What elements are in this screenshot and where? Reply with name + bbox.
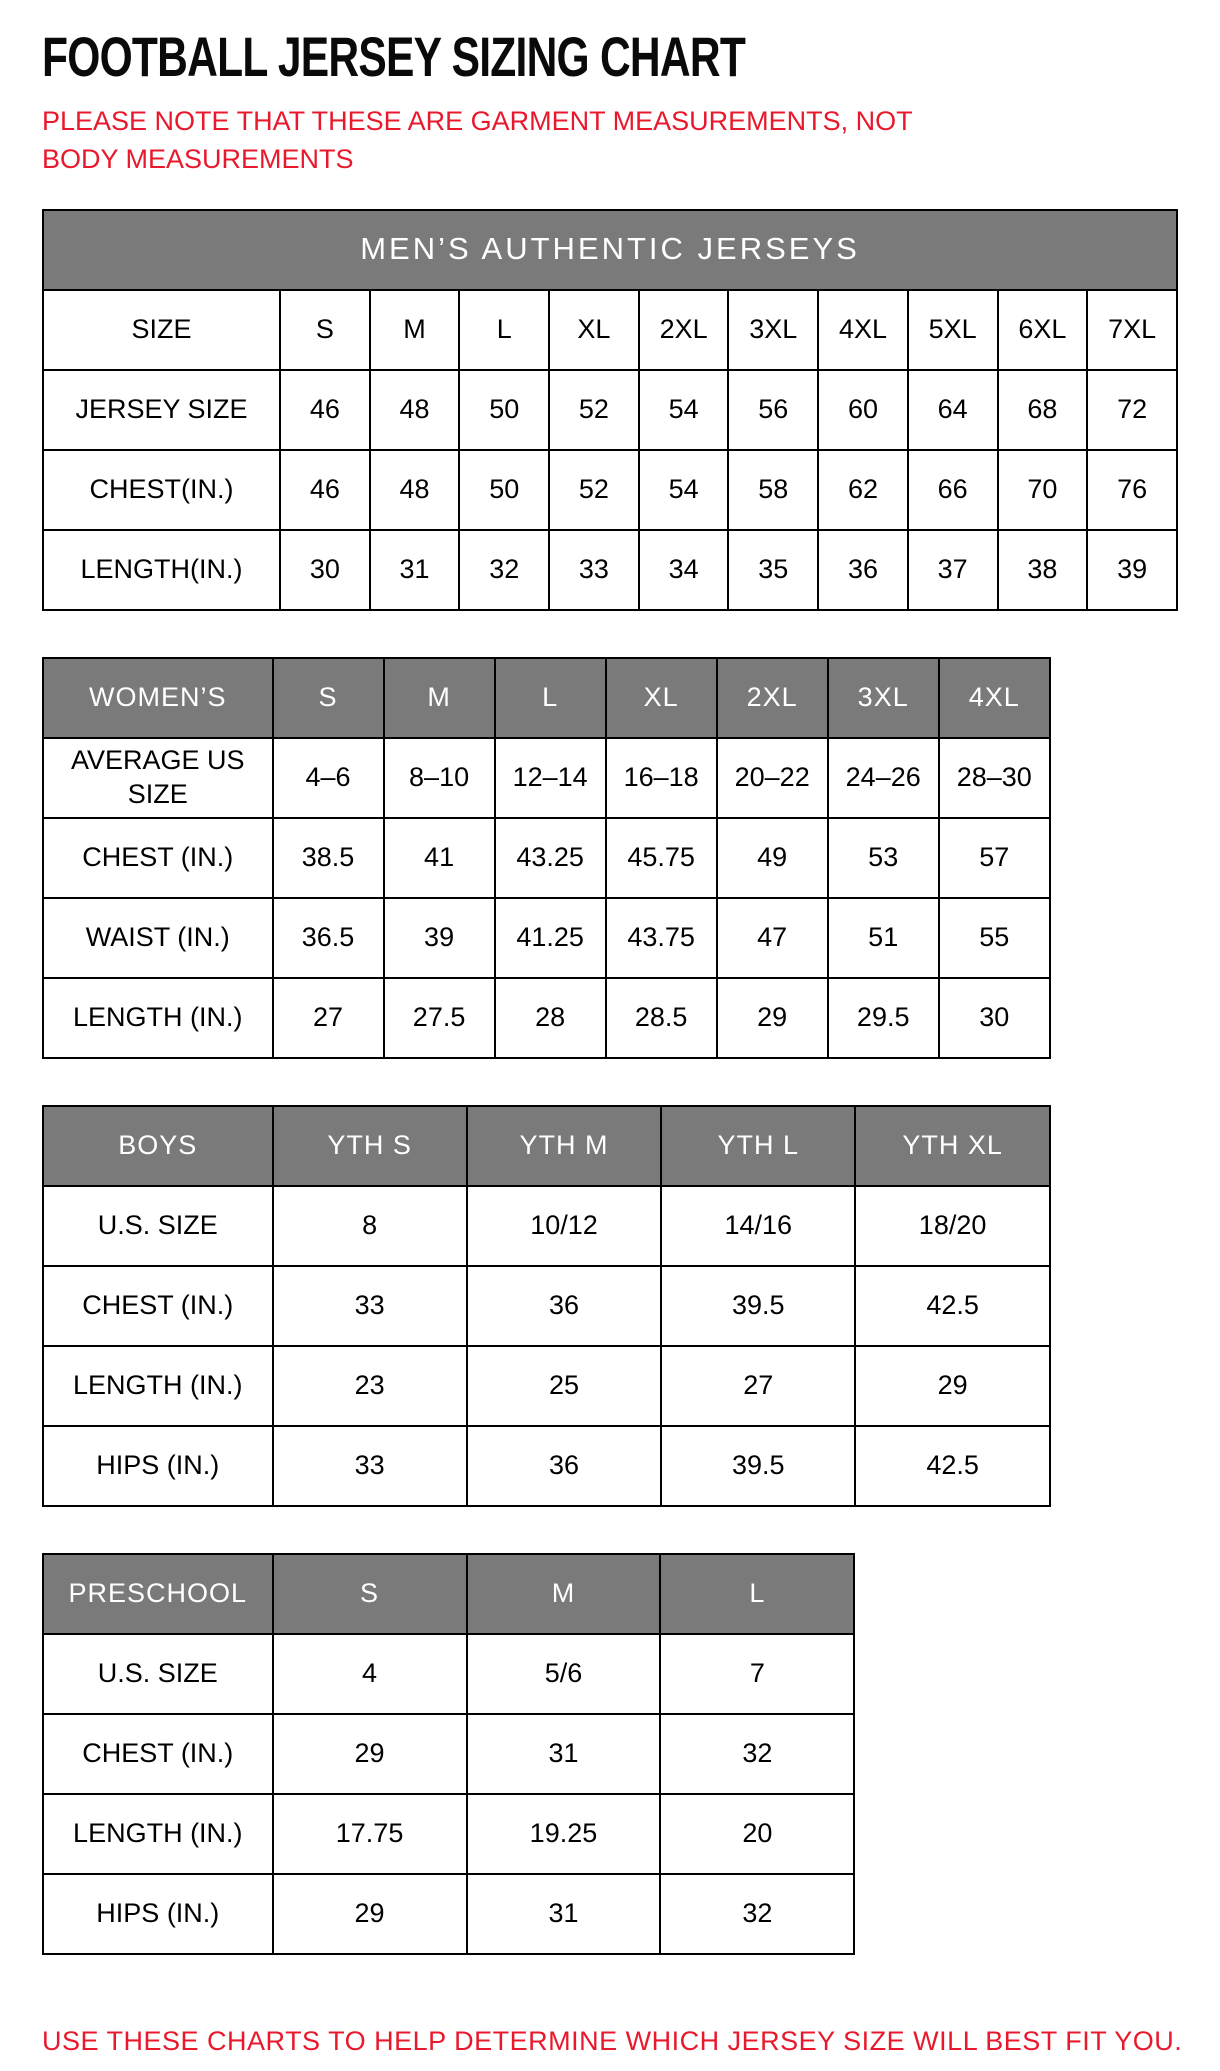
table-cell: 58 <box>728 450 818 530</box>
table-row <box>43 290 1177 370</box>
table-cell: 42.5 <box>855 1426 1049 1506</box>
table-cell: 47 <box>717 898 828 978</box>
table-row <box>43 978 1050 1058</box>
table-cell: 2XL <box>639 290 729 370</box>
table-cell: 52 <box>549 370 639 450</box>
table-cell: 56 <box>728 370 818 450</box>
row-label: SIZE <box>43 290 280 370</box>
table-row <box>43 1266 1050 1346</box>
table-row <box>43 1426 1050 1506</box>
table-cell: 43.75 <box>606 898 717 978</box>
row-label: LENGTH (IN.) <box>43 1794 273 1874</box>
row-label: LENGTH (IN.) <box>43 1346 273 1426</box>
table-cell: 4–6 <box>273 738 384 818</box>
table-cell: 55 <box>939 898 1050 978</box>
table-cell: 53 <box>828 818 939 898</box>
row-label: LENGTH(IN.) <box>43 530 280 610</box>
table-cell: 39.5 <box>661 1266 855 1346</box>
table-cell: 24–26 <box>828 738 939 818</box>
table-row <box>43 1346 1050 1426</box>
table-cell: 38.5 <box>273 818 384 898</box>
table-cell: 5/6 <box>467 1634 661 1714</box>
table-cell: 48 <box>370 450 460 530</box>
table-cell: 29.5 <box>828 978 939 1058</box>
table-row <box>43 1714 854 1794</box>
column-header: 3XL <box>828 658 939 738</box>
table-cell: 18/20 <box>855 1186 1049 1266</box>
table-cell: 45.75 <box>606 818 717 898</box>
table-cell: 29 <box>273 1714 467 1794</box>
table-cell: 62 <box>818 450 908 530</box>
measurement-note: PLEASE NOTE THAT THESE ARE GARMENT MEASUREMENTS, NOT BODY MEASUREMENTS <box>42 106 913 174</box>
table-cell: 28 <box>495 978 606 1058</box>
boys-sizing-table <box>42 1105 1051 1507</box>
table-header-row <box>43 1106 1050 1186</box>
row-label: AVERAGE US SIZE <box>43 738 273 818</box>
table-cell: 29 <box>717 978 828 1058</box>
table-cell: 8–10 <box>384 738 495 818</box>
table-cell: 27 <box>661 1346 855 1426</box>
table-cell: 17.75 <box>273 1794 467 1874</box>
table-cell: 29 <box>273 1874 467 1954</box>
boys-header-label: BOYS <box>43 1106 273 1186</box>
table-cell: 39 <box>1087 530 1177 610</box>
row-label: WAIST (IN.) <box>43 898 273 978</box>
column-header: 4XL <box>939 658 1050 738</box>
table-cell: 14/16 <box>661 1186 855 1266</box>
table-cell: 54 <box>639 370 729 450</box>
womens-sizing-table <box>42 657 1051 1059</box>
table-cell: 31 <box>467 1874 661 1954</box>
column-header: YTH XL <box>855 1106 1049 1186</box>
table-cell: 32 <box>660 1874 854 1954</box>
column-header: L <box>660 1554 854 1634</box>
page-title: FOOTBALL JERSEY SIZING CHART <box>42 25 746 88</box>
table-cell: 48 <box>370 370 460 450</box>
table-cell: 30 <box>939 978 1050 1058</box>
table-row <box>43 450 1177 530</box>
row-label: HIPS (IN.) <box>43 1874 273 1954</box>
column-header: XL <box>606 658 717 738</box>
row-label: CHEST (IN.) <box>43 818 273 898</box>
row-label: CHEST (IN.) <box>43 1714 273 1794</box>
table-row <box>43 530 1177 610</box>
row-label: LENGTH (IN.) <box>43 978 273 1058</box>
table-cell: 54 <box>639 450 729 530</box>
table-cell: 32 <box>660 1714 854 1794</box>
table-cell: 20–22 <box>717 738 828 818</box>
womens-header-label: WOMEN’S <box>43 658 273 738</box>
table-banner-row <box>43 210 1177 290</box>
column-header: M <box>467 1554 661 1634</box>
table-cell: 27 <box>273 978 384 1058</box>
table-cell: 7 <box>660 1634 854 1714</box>
table-cell: 31 <box>370 530 460 610</box>
table-cell: 23 <box>273 1346 467 1426</box>
table-header-row <box>43 1554 854 1634</box>
table-cell: 57 <box>939 818 1050 898</box>
table-cell: 36 <box>467 1266 661 1346</box>
row-label: HIPS (IN.) <box>43 1426 273 1506</box>
table-cell: 50 <box>459 370 549 450</box>
row-label: U.S. SIZE <box>43 1186 273 1266</box>
table-cell: 37 <box>908 530 998 610</box>
column-header: S <box>273 658 384 738</box>
table-cell: 41 <box>384 818 495 898</box>
table-cell: 70 <box>998 450 1088 530</box>
table-cell: 16–18 <box>606 738 717 818</box>
table-cell: 32 <box>459 530 549 610</box>
table-cell: 27.5 <box>384 978 495 1058</box>
table-row <box>43 898 1050 978</box>
table-cell: 28–30 <box>939 738 1050 818</box>
table-cell: 49 <box>717 818 828 898</box>
table-cell: 3XL <box>728 290 818 370</box>
table-cell: 19.25 <box>467 1794 661 1874</box>
table-cell: 8 <box>273 1186 467 1266</box>
column-header: YTH S <box>273 1106 467 1186</box>
table-cell: 46 <box>280 370 370 450</box>
table-cell: 50 <box>459 450 549 530</box>
table-row <box>43 1874 854 1954</box>
row-label: U.S. SIZE <box>43 1634 273 1714</box>
table-cell: L <box>459 290 549 370</box>
table-row <box>43 370 1177 450</box>
footer-note: USE THESE CHARTS TO HELP DETERMINE WHICH JERSEY SIZE WILL BEST FIT YOU. <box>42 2025 1183 2056</box>
row-label: JERSEY SIZE <box>43 370 280 450</box>
preschool-sizing-table <box>42 1553 855 1955</box>
table-cell: M <box>370 290 460 370</box>
table-cell: 38 <box>998 530 1088 610</box>
table-row <box>43 1634 854 1714</box>
table-cell: 60 <box>818 370 908 450</box>
table-cell: 6XL <box>998 290 1088 370</box>
table-cell: 10/12 <box>467 1186 661 1266</box>
table-cell: 39 <box>384 898 495 978</box>
table-cell: 51 <box>828 898 939 978</box>
table-cell: 68 <box>998 370 1088 450</box>
table-cell: 72 <box>1087 370 1177 450</box>
table-cell: 25 <box>467 1346 661 1426</box>
table-cell: 43.25 <box>495 818 606 898</box>
table-cell: 52 <box>549 450 639 530</box>
table-cell: 33 <box>273 1266 467 1346</box>
column-header: S <box>273 1554 467 1634</box>
table-cell: 64 <box>908 370 998 450</box>
table-cell: 12–14 <box>495 738 606 818</box>
table-cell: 5XL <box>908 290 998 370</box>
table-cell: 36 <box>467 1426 661 1506</box>
table-cell: 76 <box>1087 450 1177 530</box>
table-cell: 20 <box>660 1794 854 1874</box>
column-header: L <box>495 658 606 738</box>
table-cell: 4 <box>273 1634 467 1714</box>
table-cell: 36 <box>818 530 908 610</box>
table-cell: S <box>280 290 370 370</box>
table-cell: 30 <box>280 530 370 610</box>
preschool-header-label: PRESCHOOL <box>43 1554 273 1634</box>
table-cell: 34 <box>639 530 729 610</box>
table-cell: 35 <box>728 530 818 610</box>
table-cell: 42.5 <box>855 1266 1049 1346</box>
column-header: YTH L <box>661 1106 855 1186</box>
table-cell: 29 <box>855 1346 1049 1426</box>
table-cell: 7XL <box>1087 290 1177 370</box>
table-cell: 31 <box>467 1714 661 1794</box>
table-row <box>43 738 1050 818</box>
table-cell: 66 <box>908 450 998 530</box>
table-cell: 41.25 <box>495 898 606 978</box>
mens-sizing-table <box>42 209 1178 611</box>
table-cell: 39.5 <box>661 1426 855 1506</box>
column-header: 2XL <box>717 658 828 738</box>
table-row <box>43 1794 854 1874</box>
table-cell: XL <box>549 290 639 370</box>
table-cell: 46 <box>280 450 370 530</box>
table-cell: 28.5 <box>606 978 717 1058</box>
table-cell: 36.5 <box>273 898 384 978</box>
column-header: M <box>384 658 495 738</box>
table-cell: 33 <box>549 530 639 610</box>
row-label: CHEST (IN.) <box>43 1266 273 1346</box>
row-label: CHEST(IN.) <box>43 450 280 530</box>
table-cell: 33 <box>273 1426 467 1506</box>
table-row <box>43 818 1050 898</box>
table-cell: 4XL <box>818 290 908 370</box>
column-header: YTH M <box>467 1106 661 1186</box>
table-header-row <box>43 658 1050 738</box>
mens-authentic-jerseys-banner: MEN’S AUTHENTIC JERSEYS <box>43 210 1177 290</box>
table-row <box>43 1186 1050 1266</box>
